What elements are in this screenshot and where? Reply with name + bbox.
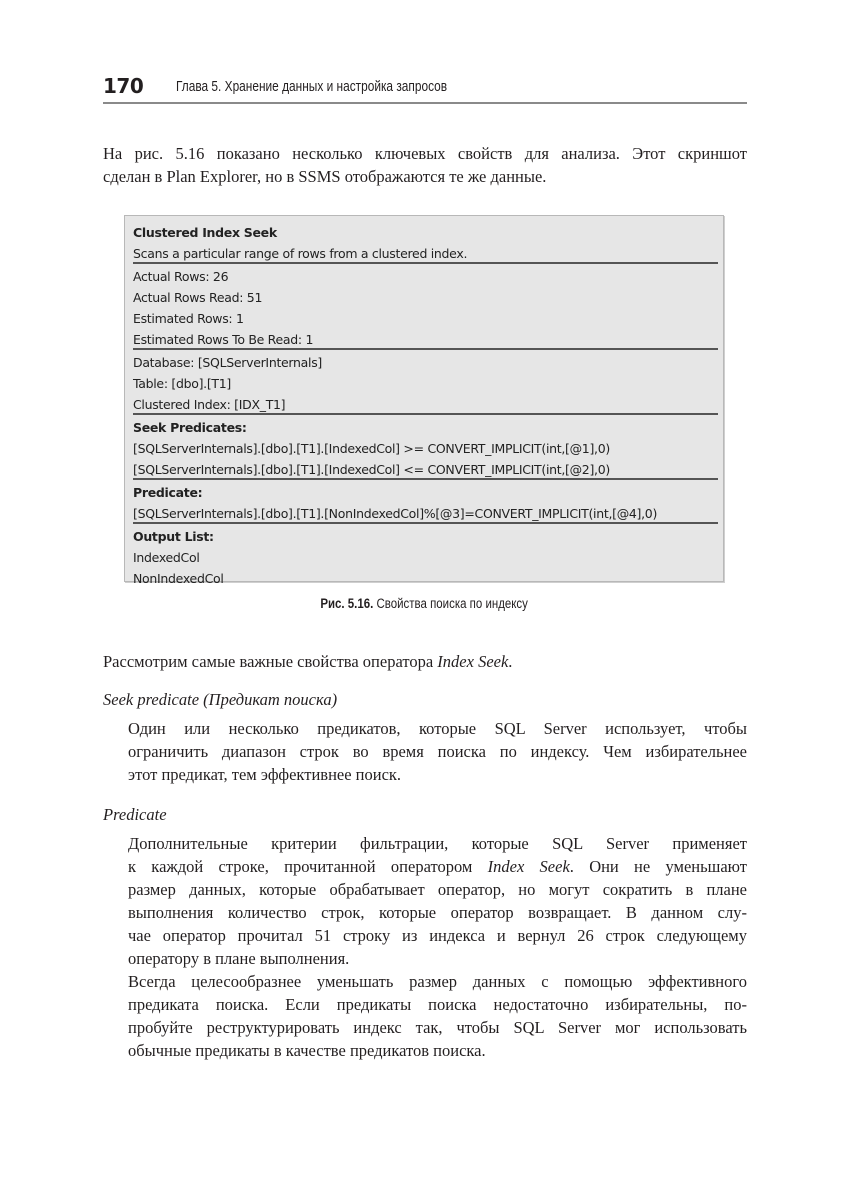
conclusion-paragraph: [128, 970, 747, 1062]
predicate-value: [SQLServerInternals].[dbo].[T1].[NonIndexedCol]%[@3]=CONVERT_IMPLICIT(int,[@4],0): [133, 503, 718, 524]
lead-emphasis: Index Seek: [437, 652, 509, 671]
page-number: 170: [103, 74, 144, 98]
figure-caption: [0, 596, 849, 611]
definition-line: оператору в плане выполнения.: [128, 949, 350, 968]
figure-screenshot: [124, 215, 724, 586]
running-header: [103, 74, 747, 104]
conclusion-line: пробуйте реструктурировать индекс так, чтобы SQL Server мог использовать: [128, 1018, 747, 1037]
conclusion-line: предиката поиска. Если предикаты поиска недостаточно избирательны, по-: [128, 995, 747, 1014]
object-table: Table: [dbo].[T1]: [133, 376, 231, 391]
chapter-title: Глава 5. Хранение данных и настройка запросов: [176, 79, 448, 95]
term-seek-predicate: Seek predicate (Предикат поиска): [103, 690, 338, 709]
seek-predicate: [SQLServerInternals].[dbo].[T1].[IndexedCol] <= CONVERT_IMPLICIT(int,[@2],0): [133, 459, 718, 480]
stat-actual-rows: Actual Rows: 26: [133, 269, 229, 284]
conclusion-line: обычные предикаты в качестве предикатов поиска.: [128, 1041, 486, 1060]
definition-line: размер данных, которые обрабатывает оператор, но могут сократить в плане: [128, 880, 747, 899]
intro-line: сделан в Plan Explorer, но в SSMS отображаются те же данные.: [103, 167, 547, 186]
definition-text: к каждой строке, прочитанной оператором: [128, 857, 488, 876]
stat-estimated-rows: Estimated Rows: 1: [133, 311, 244, 326]
object-database: Database: [SQLServerInternals]: [133, 355, 322, 370]
output-column: NonIndexedCol: [133, 571, 224, 586]
definition-line: [128, 855, 747, 878]
definition-line: ограничить диапазон строк во время поиска по индексу. Чем избирательнее: [128, 742, 747, 761]
stat-actual-rows-read: Actual Rows Read: 51: [133, 290, 263, 305]
definition-text: . Они не уменьшают: [569, 857, 747, 876]
term-predicate: Predicate: [103, 805, 167, 824]
predicate-label: Predicate:: [133, 485, 203, 500]
lead-suffix: .: [508, 652, 513, 671]
object-clustered-index: Clustered Index: [IDX_T1]: [133, 394, 718, 415]
definition-line: Дополнительные критерии фильтрации, которые SQL Server применяет: [128, 834, 747, 853]
operator-description: Scans a particular range of rows from a clustered index.: [133, 243, 718, 264]
definition-emphasis: Index Seek: [487, 857, 570, 876]
operator-title: Clustered Index Seek: [133, 225, 277, 240]
definition-line: этот предикат, тем эффективнее поиск.: [128, 765, 402, 784]
term-seek-predicate-definition: [128, 717, 747, 786]
conclusion-line: Всегда целесообразнее уменьшать размер данных с помощью эффективного: [128, 972, 747, 991]
seek-predicate: [SQLServerInternals].[dbo].[T1].[IndexedCol] >= CONVERT_IMPLICIT(int,[@1],0): [133, 441, 610, 456]
lead-paragraph: [103, 650, 747, 673]
header-divider: [103, 102, 747, 104]
figure-caption-number: Рис. 5.16.: [320, 596, 374, 611]
stat-estimated-rows-to-read: Estimated Rows To Be Read: 1: [133, 329, 718, 350]
definition-line: Один или несколько предикатов, которые SQL Server использует, чтобы: [128, 719, 747, 738]
definition-line: выполнения количество строк, которые оператор возвращает. В данном слу-: [128, 903, 747, 922]
lead-text: Рассмотрим самые важные свойства оператора: [103, 652, 438, 671]
seek-predicates-label: Seek Predicates:: [133, 420, 247, 435]
intro-paragraph: [103, 142, 747, 188]
term-predicate-definition: [128, 832, 747, 970]
output-column: IndexedCol: [133, 550, 200, 565]
output-list-label: Output List:: [133, 529, 214, 544]
figure-caption-text: Свойства поиска по индексу: [373, 596, 529, 611]
definition-line: чае оператор прочитал 51 строку из индекса и вернул 26 строк следующему: [128, 926, 747, 945]
properties-tooltip: [133, 222, 718, 589]
intro-line: На рис. 5.16 показано несколько ключевых свойств для анализа. Этот скриншот: [103, 144, 747, 163]
